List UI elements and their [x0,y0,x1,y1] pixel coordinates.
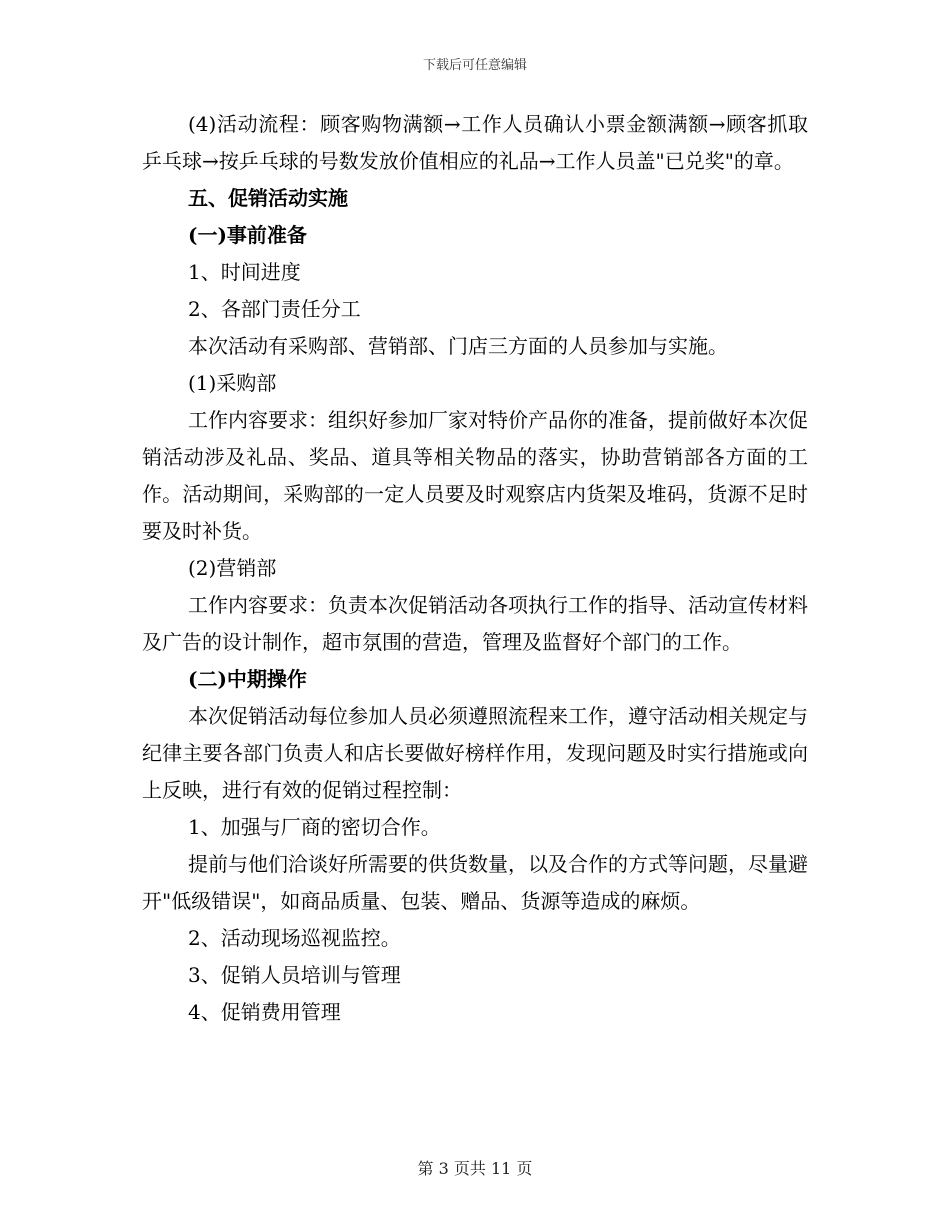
cooperation-paragraph: 提前与他们洽谈好所需要的供货数量，以及合作的方式等问题，尽量避开"低级错误"，如商品质量、包装、赠品、货源等造成的麻烦。 [142,852,808,913]
item-responsibility: 2、各部门责任分工 [188,297,361,321]
document-body [142,106,808,1031]
participants-paragraph: 本次活动有采购部、营销部、门店三方面的人员参加与实施。 [188,334,728,358]
item-staff-training: 3、促销人员培训与管理 [188,963,401,987]
item-schedule: 1、时间进度 [188,260,301,284]
page-header: 下载后可任意编辑 [422,58,527,73]
subsection-heading-midterm: (二)中期操作 [188,667,307,691]
item-cost-management: 4、促销费用管理 [188,1000,341,1024]
section-heading-implementation: 五、促销活动实施 [188,186,348,210]
midterm-paragraph: 本次促销活动每位参加人员必须遵照流程来工作，遵守活动相关规定与纪律主要各部门负责人和店长要做好榜样作用，发现问题及时实行措施或向上反映，进行有效的促销过程控制： [142,704,808,802]
marketing-requirements-paragraph: 工作内容要求：负责本次促销活动各项执行工作的指导、活动宣传材料及广告的设计制作，超市氛围的营造，管理及监督好个部门的工作。 [142,593,808,654]
purchasing-requirements-paragraph: 工作内容要求：组织好参加厂家对特价产品你的准备，提前做好本次促销活动涉及礼品、奖品、道具等相关物品的落实，协助营销部各方面的工作。活动期间，采购部的一定人员要及时观察店内货架及堆码，货源不足时要及时补货。 [142,408,808,543]
item-cooperation: 1、加强与厂商的密切合作。 [188,815,441,839]
dept-marketing-heading: (2)营销部 [188,556,277,580]
subsection-heading-preparation: (一)事前准备 [188,223,307,247]
dept-purchasing-heading: (1)采购部 [188,371,277,395]
item-onsite-monitoring: 2、活动现场巡视监控。 [188,926,401,950]
activity-flow-paragraph: (4)活动流程：顾客购物满额→工作人员确认小票金额满额→顾客抓取乒乓球→按乒乓球的号数发放价值相应的礼品→工作人员盖"已兑奖"的章。 [142,112,808,173]
page-footer: 第 3 页共 11 页 [417,1159,533,1178]
